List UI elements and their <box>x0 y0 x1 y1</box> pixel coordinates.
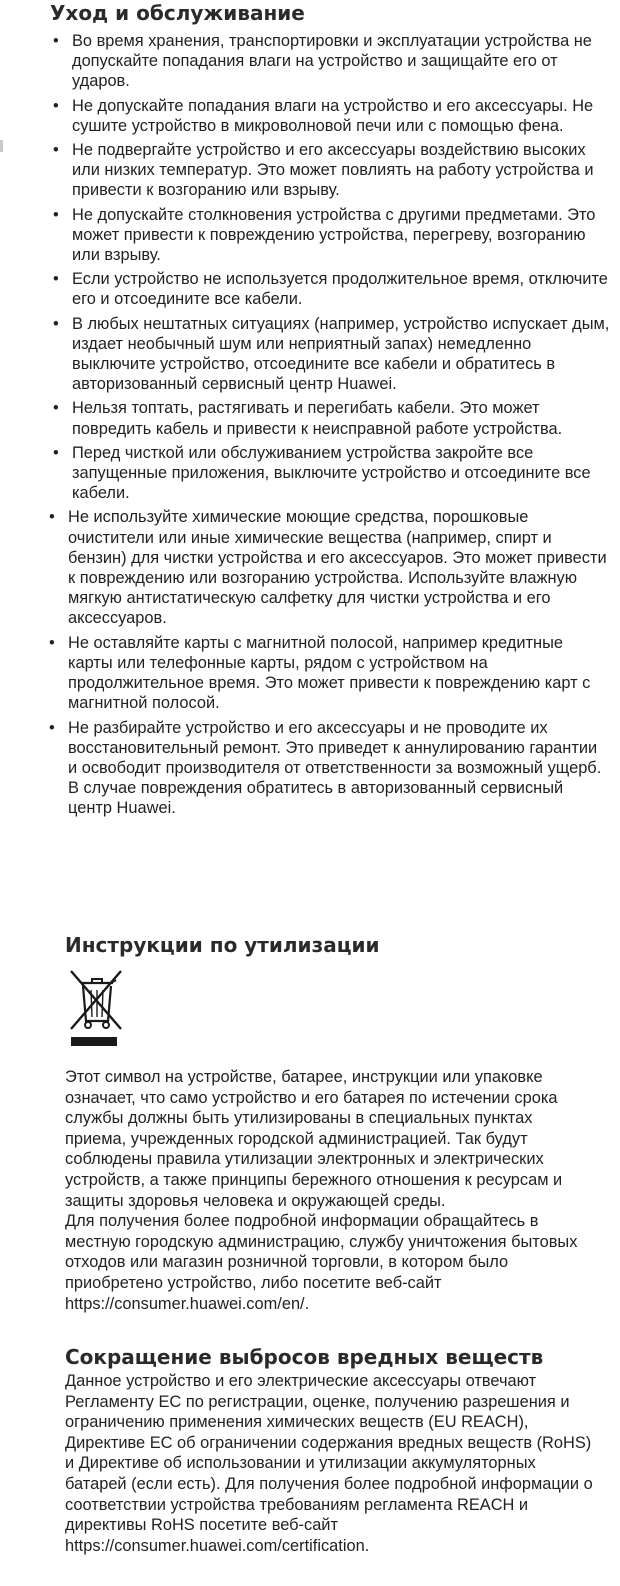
bullet-icon: • <box>49 508 55 527</box>
reduction-section <box>65 1345 595 1556</box>
care-item-text: В любых нештатных ситуациях (например, устройство испускает дым, издает необычный шум или неприятный запах) немедленно выключите устройство, отсоедините все кабели и обратитесь в авторизованный сервисный центр Huawei. <box>72 314 610 394</box>
care-title: Уход и обслуживание <box>50 1 305 25</box>
bullet-icon: • <box>53 399 59 418</box>
care-item-text: Не разбирайте устройство и его аксессуары и не проводите их восстановительный ремонт. Это приведет к аннулированию гарантии и освободит производителя от ответственности за возможный ущерб. В случае повреждения обратитесь в авторизованный сервисный центр Huawei. <box>68 718 602 818</box>
disposal-paragraph-1: Этот символ на устройстве, батарее, инструкции или упаковке означает, что само устройство и его батарея по истечении срока службы должны быть утилизированы в специальных пунктах приема, учрежденных городской администрацией. Так будут соблюдены правила утилизации электронных и электрических устройств, а также принципы бережного отношения к ресурсам и защиты здоровья человека и окружающей среды. <box>65 1068 563 1210</box>
bullet-icon: • <box>53 141 59 160</box>
care-item-text: Не оставляйте карты с магнитной полосой, например кредитные карты или телефонные карты, рядом с устройством на продолжительное время. Это может привести к повреждению карт с магнитной полосой. <box>68 633 591 713</box>
care-item-4 <box>50 205 610 266</box>
care-section <box>50 0 610 823</box>
bullet-icon: • <box>49 718 55 737</box>
care-item-5 <box>50 269 610 309</box>
reduction-paragraph: Данное устройство и его электрические аксессуары отвечают Регламенту ЕС по регистрации, оценке, получению разрешения и ограничению применения химических веществ (EU REACH), Директиве ЕС об ограничении содержания вредных веществ (RoHS) и Директиве об использовании и утилизации аккумуляторных батарей (если есть). Для получения более подробной информации о соответствии устройства требованиям регламента REACH и директивы RoHS посетите веб-сайт https://consumer.huawei.com/certification. <box>65 1372 593 1555</box>
disposal-section <box>65 933 595 1314</box>
care-item-11 <box>46 718 610 819</box>
care-item-text: Не используйте химические моющие средства, порошковые очистители или иные химические вещества (например, спирт и бензин) для чистки устройства и его аксессуаров. Это может привести к повреждению или возгоранию устройства. Используйте влажную мягкую антистатическую салфетку для чистки устройства и его аксессуаров. <box>68 508 607 628</box>
reduction-title: Сокращение выбросов вредных веществ <box>65 1345 544 1369</box>
disposal-title: Инструкции по утилизации <box>65 933 380 957</box>
care-item-2 <box>50 96 610 136</box>
care-item-text: Не допускайте столкновения устройства с другими предметами. Это может привести к повреждению устройства, перегреву, возгоранию или взрыву. <box>72 205 596 265</box>
care-item-9 <box>46 507 610 628</box>
care-item-6 <box>50 314 610 395</box>
care-list <box>50 31 610 819</box>
bullet-icon: • <box>53 314 59 333</box>
care-item-8 <box>50 443 610 504</box>
care-item-10 <box>46 633 610 714</box>
care-item-text: Во время хранения, транспортировки и эксплуатации устройства не допускайте попадания влаги на устройство и защищайте его от ударов. <box>72 32 592 91</box>
care-item-text: Не подвергайте устройство и его аксессуары воздействию высоких или низких температур. Это может повлиять на работу устройства и привести к возгоранию или взрыву. <box>72 141 594 200</box>
bullet-icon: • <box>53 32 59 50</box>
care-item-1 <box>50 31 610 92</box>
bullet-icon: • <box>53 96 59 115</box>
care-item-3 <box>50 140 610 201</box>
crossed-out-wheelie-bin-icon <box>67 967 125 1049</box>
margin-marker <box>0 140 3 152</box>
care-item-text: Не допускайте попадания влаги на устройство и его аксессуары. Не сушите устройство в микроволновой печи или с помощью фена. <box>72 96 594 135</box>
care-item-text: Перед чисткой или обслуживанием устройства закройте все запущенные приложения, выключите устройство и отсоедините все кабели. <box>72 443 591 503</box>
care-item-text: Если устройство не используется продолжительное время, отключите его и отсоедините все кабели. <box>72 270 608 309</box>
bullet-icon: • <box>53 270 59 289</box>
care-item-text: Нельзя топтать, растягивать и перегибать кабели. Это может повредить кабель и привести к неисправной работе устройства. <box>72 399 563 438</box>
disposal-paragraph-2: Для получения более подробной информации обращайтесь в местную городскую администрацию, службу уничтожения бытовых отходов или магазин розничной торговли, в котором было приобретено устройство, либо посетите веб-сайт https://consumer.huawei.com/en/. <box>65 1212 578 1313</box>
bullet-icon: • <box>49 633 55 652</box>
care-item-7 <box>50 398 610 438</box>
bullet-icon: • <box>53 205 59 224</box>
bullet-icon: • <box>53 443 59 462</box>
